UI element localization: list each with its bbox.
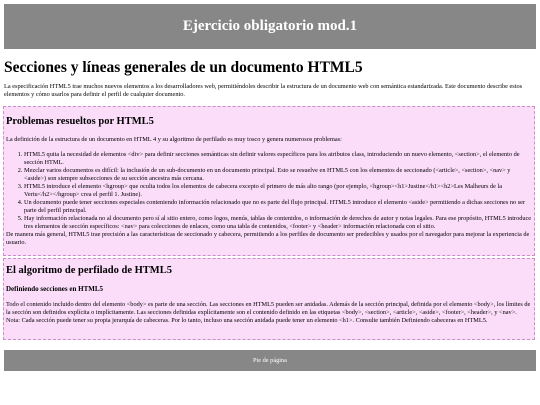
section-problems-conclusion: De manera más general, HTML5 trae precisión a las características de seccionado y cabecera, permitiendo a los perfiles de documento ser predecibles y usados por el navegador para mejorar la experiencia de usuario.	[6, 231, 530, 246]
list-item: 2. Mezclar varios documentos es difícil: la inclusión de un sub-documento en un documento principal. Esto se resuelve en HTML5 con los elementos de seccionado (<article>, <section>, <nav> y <aside>) son siempre subsecciones de su sección ancestra más cercana.	[24, 167, 532, 183]
section-algorithm-title: El algoritmo de perfilado de HTML5	[6, 265, 172, 276]
intro-paragraph: La especificación HTML5 trae muchos nuevos elementos a los desarrolladores web, permitiéndoles describir la estructura de un documento web con semántica estandarizada. Este documento describe estos elementos y cómo usarlos para definir el perfil de cualquier documento.	[4, 83, 523, 99]
section-problems-intro: La definición de la estructura de un documento en HTML 4 y su algoritmo de perfilado es muy tosco y genera numerosos problemas:	[6, 136, 342, 143]
section-algorithm-subtitle: Definiendo secciones en HTML5	[6, 285, 104, 293]
problems-list	[6, 151, 532, 231]
list-item: 4. Un documento puede tener secciones especiales conteniendo información relacionado que no es parte del flujo principal. HTML5 introduce el elemento <aside> permitiendo a dichas secciones no ser parte del perfil principal.	[24, 199, 532, 215]
main-title: Secciones y líneas generales de un documento HTML5	[4, 59, 363, 76]
section-problems	[3, 106, 535, 256]
list-item: 1. HTML5 quita la necesidad de elementos <div> para definir secciones semánticas sin definir valores específicos para los atributos class, introduciendo un nuevo elemento, <section>, el elemento de sección HTML.	[24, 151, 532, 167]
footer-text: Pie de página	[253, 357, 287, 364]
page-footer	[4, 350, 536, 371]
list-item: 5. Hay información relacionada no al documento pero sí al sitio entero, como logos, menús, tablas de contenidos, o información de derechos de autor y notas legales. Para ese propósito, HTML5 introduce tres elementos de sección específicos: <nav> para colecciones de enlaces, como una tabla de contenidos, <footer> y <header> información relacionada con el sitio.	[24, 215, 532, 231]
section-algorithm-paragraph: Todo el contenido incluido dentro del elemento <body> es parte de una sección. Las secciones en HTML5 pueden ser anidadas. Además de la sección principal, definida por el elemento <body>, los límites de la sección son definidos explícita o implícitamente. Las secciones definidas explícitamente son el contenido definido en las etiquetas <body>, <section>, <article>, <aside>, <footer>, <header>, y <nav>. Nota: Cada sección puede tener su propia jerarquía de cabeceras. Por lo tanto, incluso una sección anidada puede tener un elemento <h1>. Consulte también Definiendo cabeceras en HTML5.	[6, 301, 531, 324]
section-algorithm	[3, 258, 535, 340]
list-item: 3. HTML5 introduce el elemento <hgroup> que oculta todos los elementos de cabecera excepto el primero de más alto rango (por ejemplo, <hgroup><h1>Justine</h1><h2>Les Malheurs de la Vertu</h2></hgroup> crea el perfil 1. Justine).	[24, 183, 532, 199]
header-title: Ejercicio obligatorio mod.1	[182, 18, 358, 34]
page-header	[4, 4, 536, 49]
section-problems-title: Problemas resueltos por HTML5	[6, 116, 154, 127]
